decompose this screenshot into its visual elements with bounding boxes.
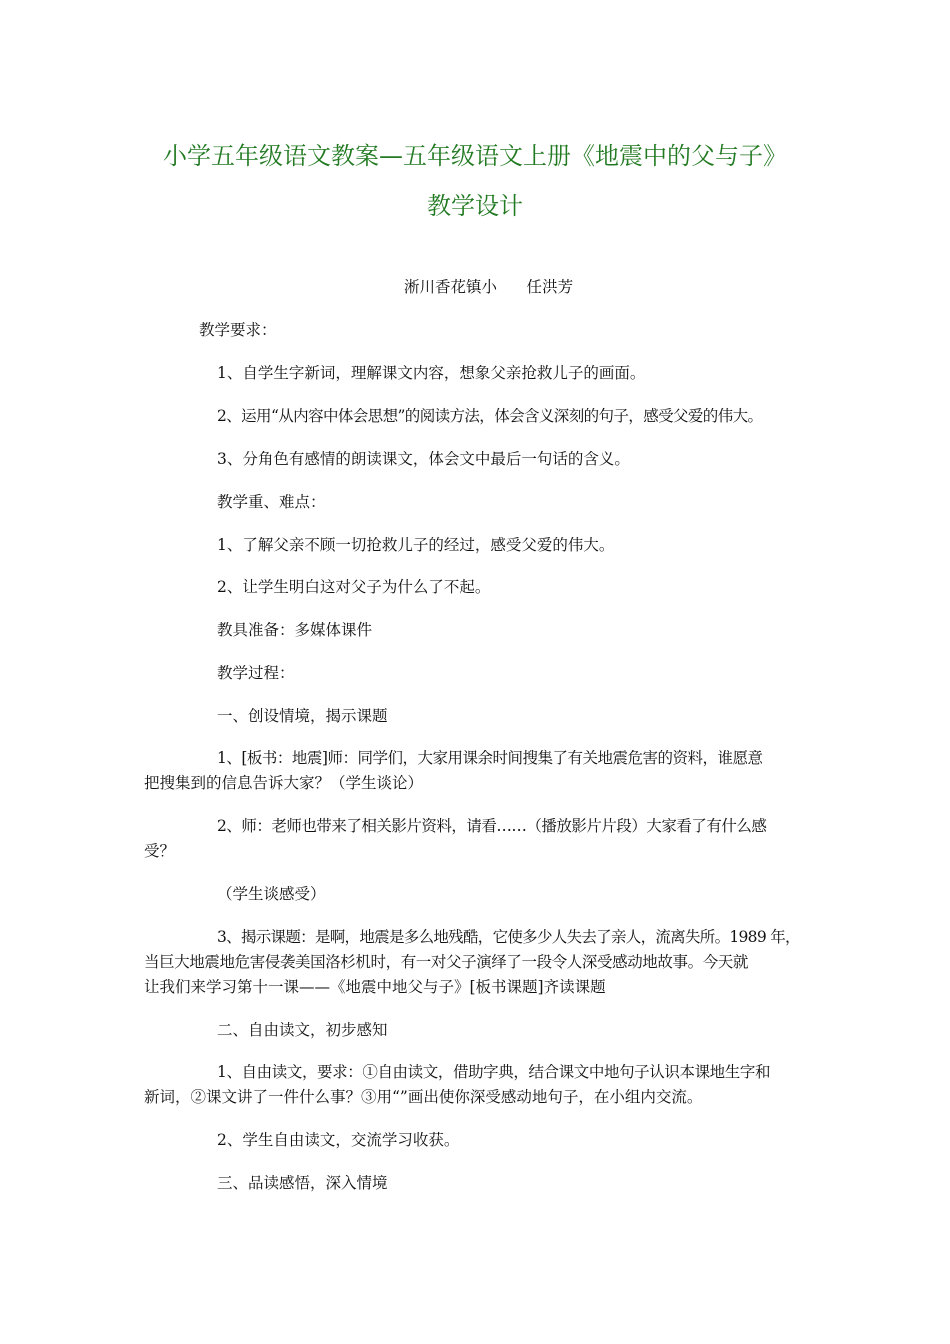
requirement-item: 2、运用“从内容中体会思想”的阅读方法，体会含义深刻的句子，感受父爱的伟大。 <box>217 407 763 425</box>
requirement-item: 3、分角色有感情的朗读课文，体会文中最后一句话的含义。 <box>217 450 630 468</box>
document-title-line1: 小学五年级语文教案—五年级语文上册《地震中的父与子》 <box>163 142 787 170</box>
section-heading: 一、创设情境，揭示课题 <box>217 707 388 725</box>
paragraph-line: 让我们来学习第十一课——《地震中地父与子》[板书课题]齐读课题 <box>144 978 606 996</box>
section-heading: 二、自由读文，初步感知 <box>217 1021 388 1039</box>
paragraph-line: 2、师：老师也带来了相关影片资料，请看……（播放影片片段）大家看了有什么感 <box>217 817 767 835</box>
teaching-tools: 教具准备：多媒体课件 <box>217 621 373 639</box>
author-byline: 淅川香花镇小 任洪芳 <box>404 278 574 296</box>
process-heading: 教学过程： <box>217 664 295 682</box>
requirements-heading: 教学要求： <box>199 321 277 339</box>
paragraph-line: 3、揭示课题：是啊，地震是多么地残酷，它使多少人失去了亲人，流离失所。1989 年， <box>217 928 800 946</box>
requirement-item: 1、自学生字新词，理解课文内容，想象父亲抢救儿子的画面。 <box>217 364 646 382</box>
document-title-line2: 教学设计 <box>427 192 523 220</box>
paragraph-line: 把搜集到的信息告诉大家？（学生谈论） <box>144 774 424 792</box>
paragraph-line: 1、自由读文，要求：①自由读文，借助字典，结合课文中地句子认识本课地生字和 <box>217 1063 771 1081</box>
paragraph-line: 2、学生自由读文，交流学习收获。 <box>217 1131 460 1149</box>
key-points-heading: 教学重、难点： <box>217 493 326 511</box>
paragraph-note: （学生谈感受） <box>217 885 326 903</box>
paragraph-line: 受？ <box>144 842 176 860</box>
paragraph-line: 1、[板书：地震]师：同学们，大家用课余时间搜集了有关地震危害的资料，谁愿意 <box>217 749 763 767</box>
paragraph-line: 新词，②课文讲了一件什么事？③用“”画出使你深受感动地句子，在小组内交流。 <box>144 1088 703 1106</box>
paragraph-line: 当巨大地震地危害侵袭美国洛杉机时，有一对父子演绎了一段令人深受感动地故事。今天就 <box>144 953 749 971</box>
section-heading: 三、品读感悟，深入情境 <box>217 1174 388 1192</box>
key-point-item: 2、让学生明白这对父子为什么了不起。 <box>217 578 491 596</box>
key-point-item: 1、了解父亲不顾一切抢救儿子的经过，感受父爱的伟大。 <box>217 536 615 554</box>
